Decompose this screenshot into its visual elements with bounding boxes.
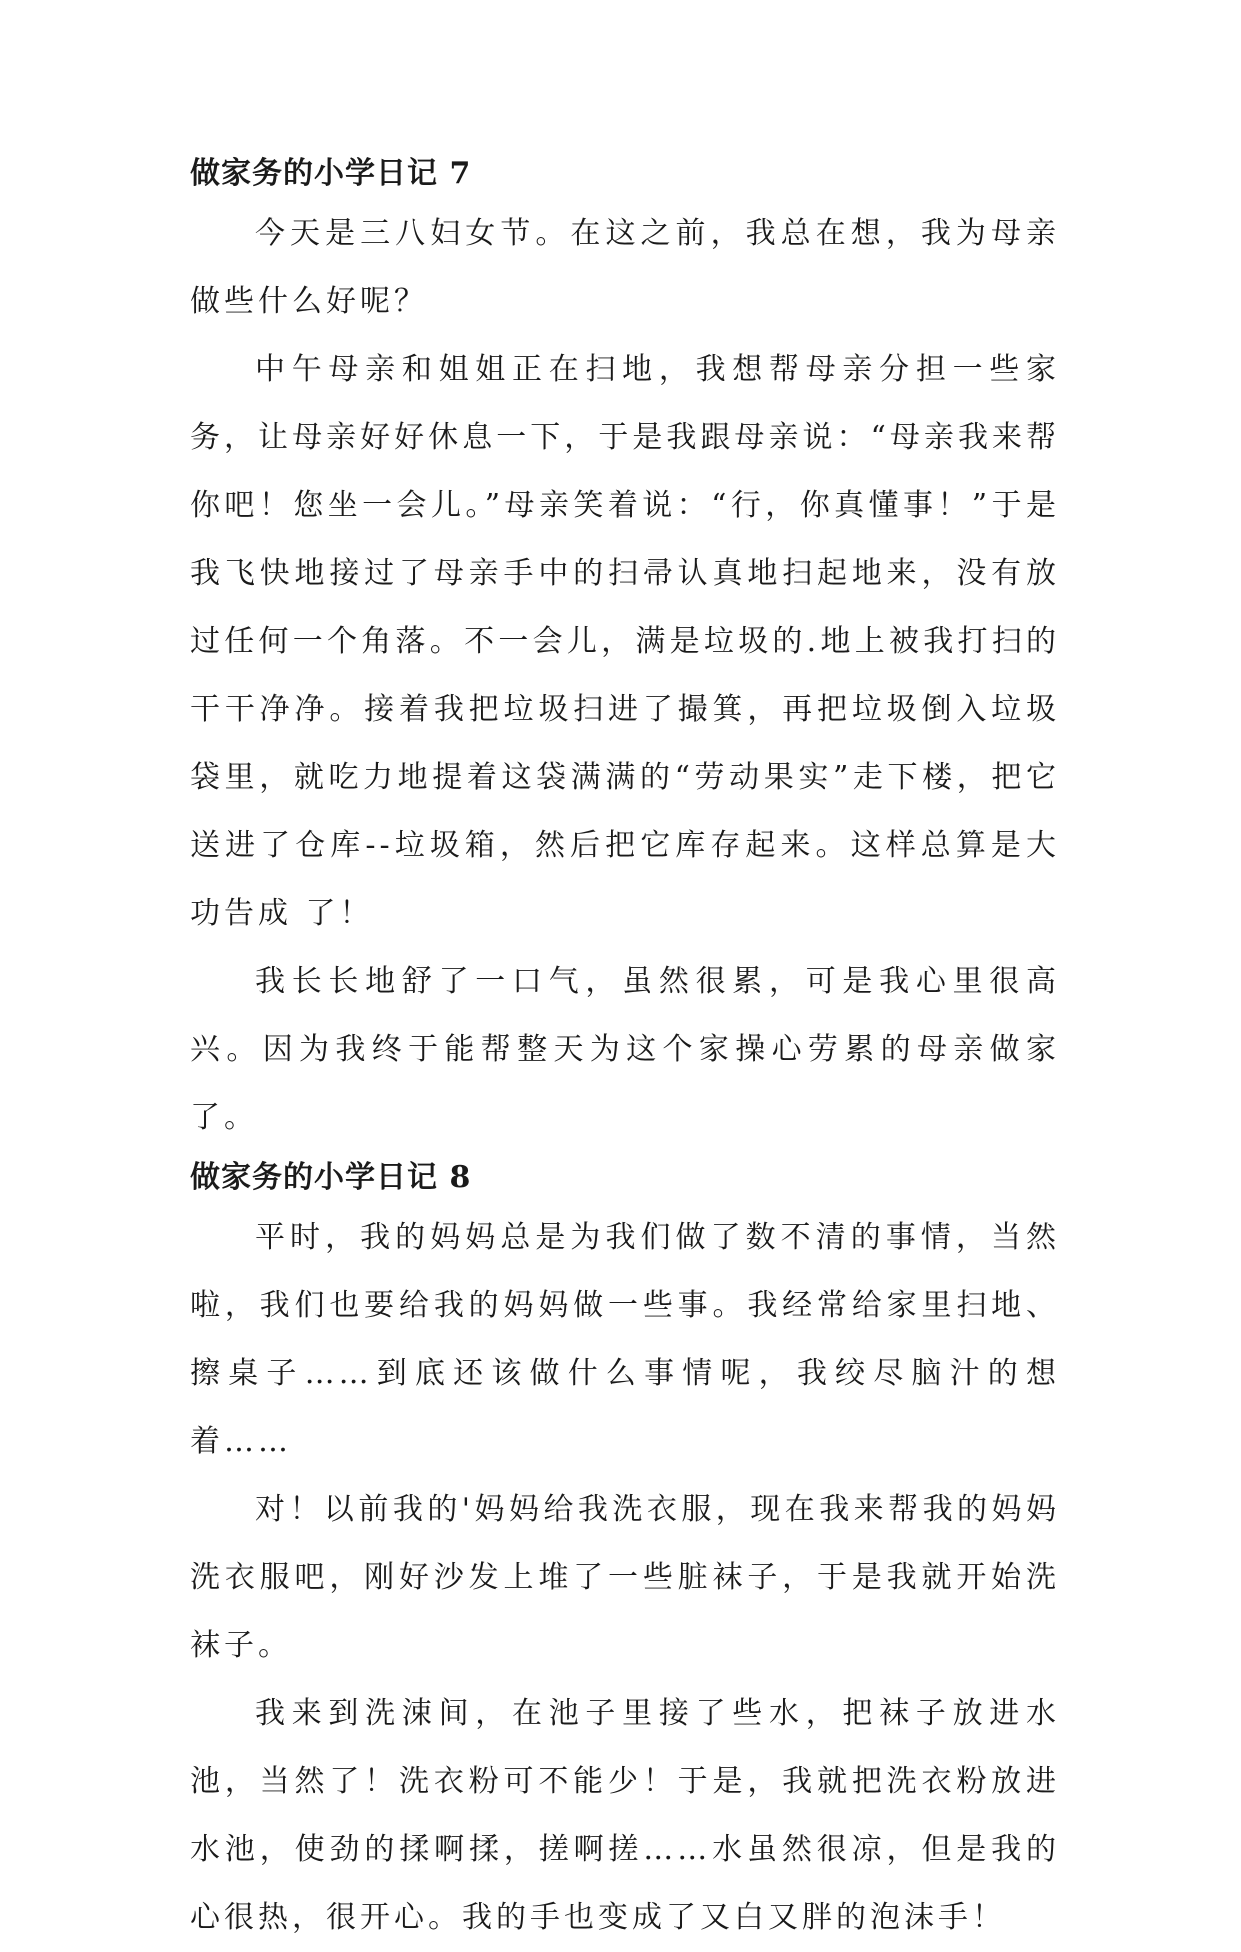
- diary-title-7: 做家务的小学日记 7: [190, 156, 472, 191]
- paragraph: 我长长地舒了一口气，虽然很累，可是我心里很高兴。因为我终于能帮整天为这个家操心劳累的母亲做家了。: [190, 964, 1060, 1135]
- paragraph: 我来到洗涑间，在池子里接了些水，把袜子放进水池，当然了！洗衣粉可不能少！于是，我就把洗衣粉放进水池，使劲的揉啊揉，搓啊搓……水虽然很凉，但是我的心很热，很开心。我的手也变成了又白又胖的泡沫手！: [190, 1696, 1060, 1935]
- paragraph: 对！以前我的'妈妈给我洗衣服，现在我来帮我的妈妈洗衣服吧，刚好沙发上堆了一些脏袜子，于是我就开始洗袜子。: [190, 1492, 1060, 1663]
- document-page: [190, 148, 1060, 1952]
- paragraph: 今天是三八妇女节。在这之前，我总在想，我为母亲做些什么好呢？: [190, 216, 1060, 319]
- paragraph: 平时，我的妈妈总是为我们做了数不清的事情，当然啦，我们也要给我的妈妈做一些事。我经常给家里扫地、擦桌子……到底还该做什么事情呢，我绞尽脑汁的想着……: [190, 1220, 1060, 1459]
- diary-title-8: 做家务的小学日记 8: [190, 1160, 472, 1195]
- paragraph: 中午母亲和姐姐正在扫地，我想帮母亲分担一些家务，让母亲好好休息一下，于是我跟母亲说：“母亲我来帮你吧！您坐一会儿。”母亲笑着说：“行，你真懂事！”于是我飞快地接过了母亲手中的扫帚认真地扫起地来，没有放过任何一个角落。不一会儿，满是垃圾的.地上被我打扫的干干净净。接着我把垃圾扫进了撮箕，再把垃圾倒入垃圾袋里，就吃力地提着这袋满满的“劳动果实”走下楼，把它送进了仓库--垃圾箱，然后把它库存起来。这样总算是大功告成 了！: [190, 352, 1060, 931]
